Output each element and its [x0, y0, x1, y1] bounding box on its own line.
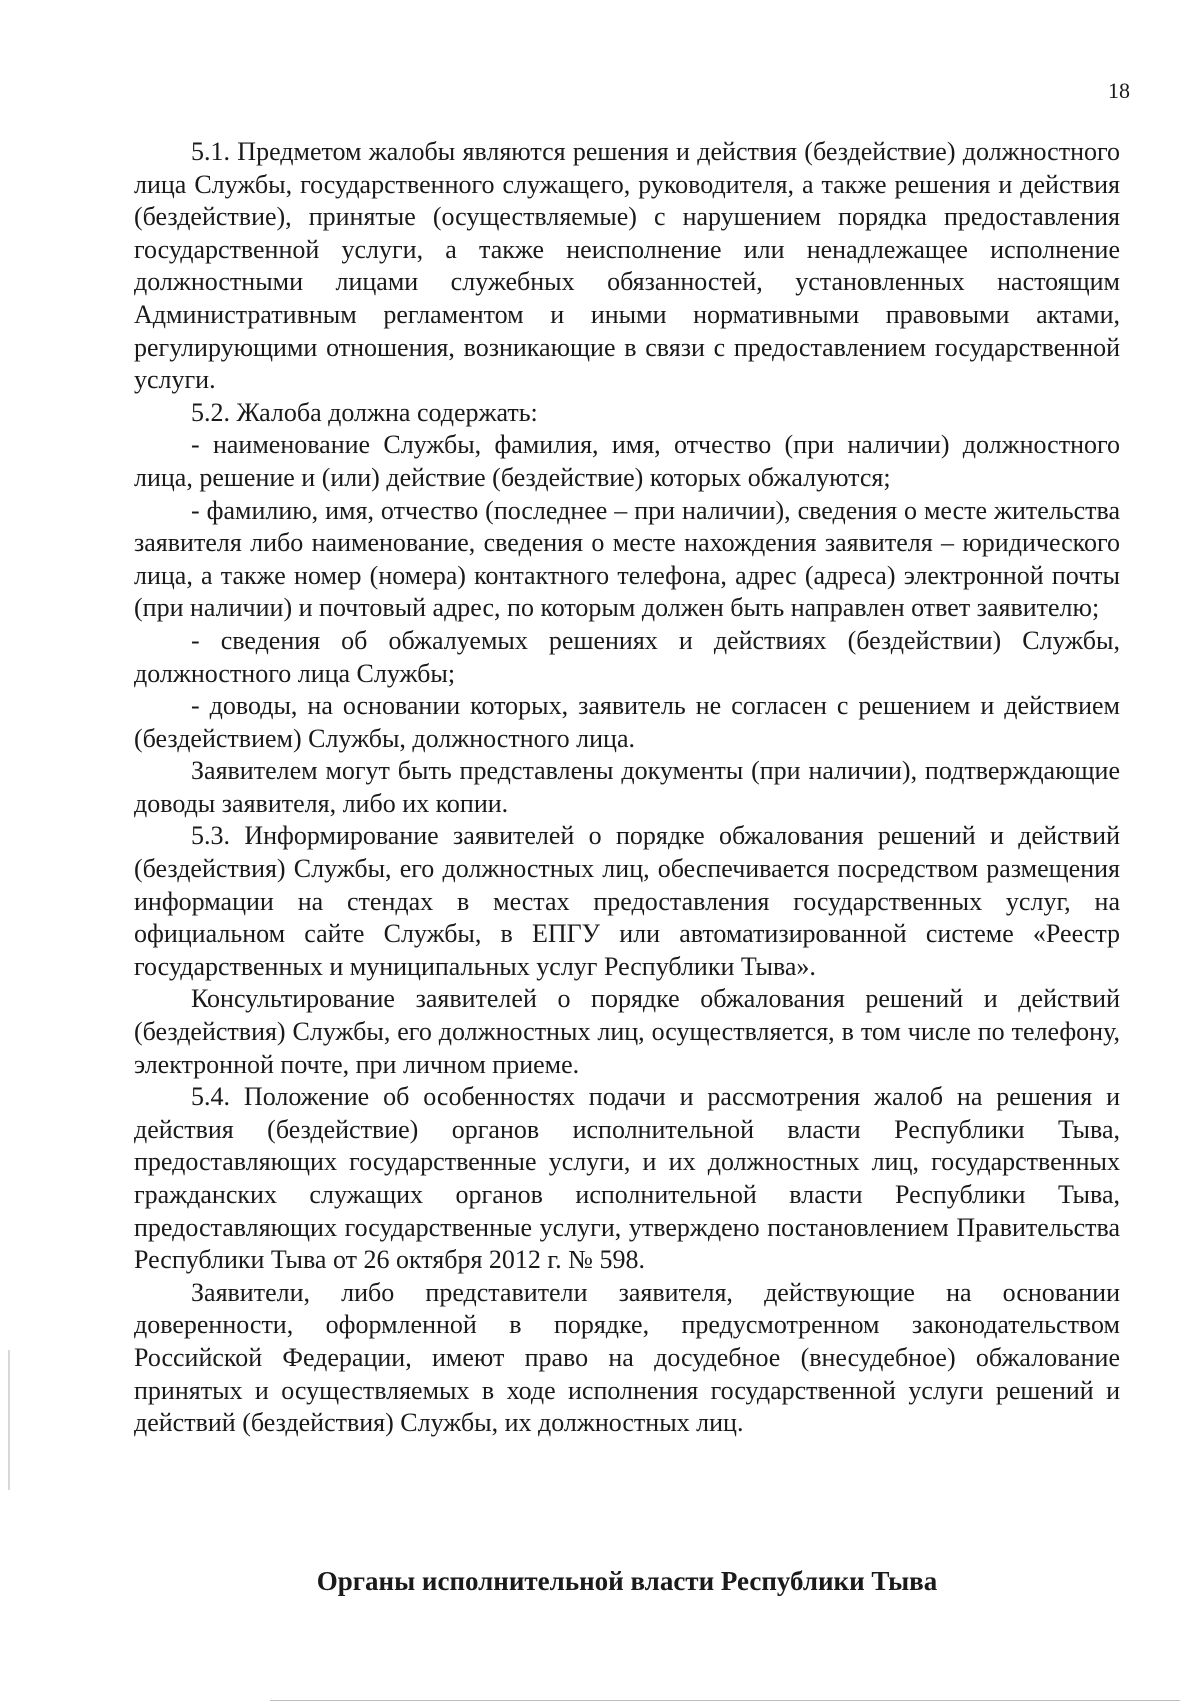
- paragraph-consulting: Консультирование заявителей о порядке обжалования решений и действий (бездействия) Службы, его должностных лиц, осуществляется, в том числе по телефону, электронной почте, при личном приеме.: [134, 984, 1120, 1079]
- paragraph-pretrial-appeal: Заявители, либо представители заявителя, действующие на основании доверенности, оформленной в порядке, предусмотренном законодательством Российской Федерации, имеют право на досудебное (внесудебное) обжалование принятых и осуществляемых в ходе исполнения государственной услуги решений и действий (бездействия) Службы, их должностных лиц.: [134, 1277, 1120, 1438]
- page-number: 18: [1108, 78, 1130, 103]
- paragraph-supporting-documents: Заявителем могут быть представлены документы (при наличии), подтверждающие доводы заявителя, либо их копии.: [134, 756, 1120, 818]
- paragraph-5-2: 5.2. Жалоба должна содержать:: [191, 397, 538, 427]
- list-item-arguments: - доводы, на основании которых, заявитель не согласен с решением и действием (бездействием) Службы, должностного лица.: [134, 691, 1120, 753]
- bottom-scan-rule: [270, 1700, 1180, 1701]
- paragraph-5-4: 5.4. Положение об особенностях подачи и рассмотрения жалоб на решения и действия (бездействие) органов исполнительной власти Республики Тыва, предоставляющих государственные услуги, и их должностных лиц, государственных гражданских служащих органов исполнительной власти Республики Тыва, предоставляющих государственные услуги, утверждено постановлением Правительства Республики Тыва от 26 октября 2012 г. № 598.: [134, 1082, 1120, 1275]
- list-item-applicant-details: - фамилию, имя, отчество (последнее – при наличии), сведения о месте жительства заявителя либо наименование, сведения о месте нахождения заявителя – юридического лица, а также номер (номера) контактного телефона, адрес (адреса) электронной почты (при наличии) и почтовый адрес, по которым должен быть направлен ответ заявителю;: [134, 495, 1120, 623]
- paragraph-5-3: 5.3. Информирование заявителей о порядке обжалования решений и действий (бездействия) Службы, его должностных лиц, обеспечивается посредством размещения информации на стендах в местах предоставления государственных услуг, на официальном сайте Службы, в ЕПГУ или автоматизированной системе «Реестр государственных и муниципальных услуг Республики Тыва».: [134, 821, 1120, 981]
- section-heading: Органы исполнительной власти Республики Тыва: [316, 1566, 938, 1596]
- list-item-appealed-decisions: - сведения об обжалуемых решениях и действиях (бездействии) Службы, должностного лица Службы;: [134, 625, 1120, 688]
- list-item-service-name: - наименование Службы, фамилия, имя, отчество (при наличии) должностного лица, решение и (или) действие (бездействие) которых обжалуются;: [134, 430, 1120, 492]
- scan-edge-mark: [8, 1350, 10, 1490]
- document-body: [134, 136, 1120, 1440]
- paragraph-5-1: 5.1. Предметом жалобы являются решения и действия (бездействие) должностного лица Службы, государственного служащего, руководителя, а также решения и действия (бездействие), принятые (осуществляемые) с нарушением порядка предоставления государственной услуги, а также неисполнение или ненадлежащее исполнение должностными лицами служебных обязанностей, установленных настоящим Административным регламентом и иными нормативными правовыми актами, регулирующими отношения, возникающие в связи с предоставлением государственной услуги.: [134, 137, 1120, 395]
